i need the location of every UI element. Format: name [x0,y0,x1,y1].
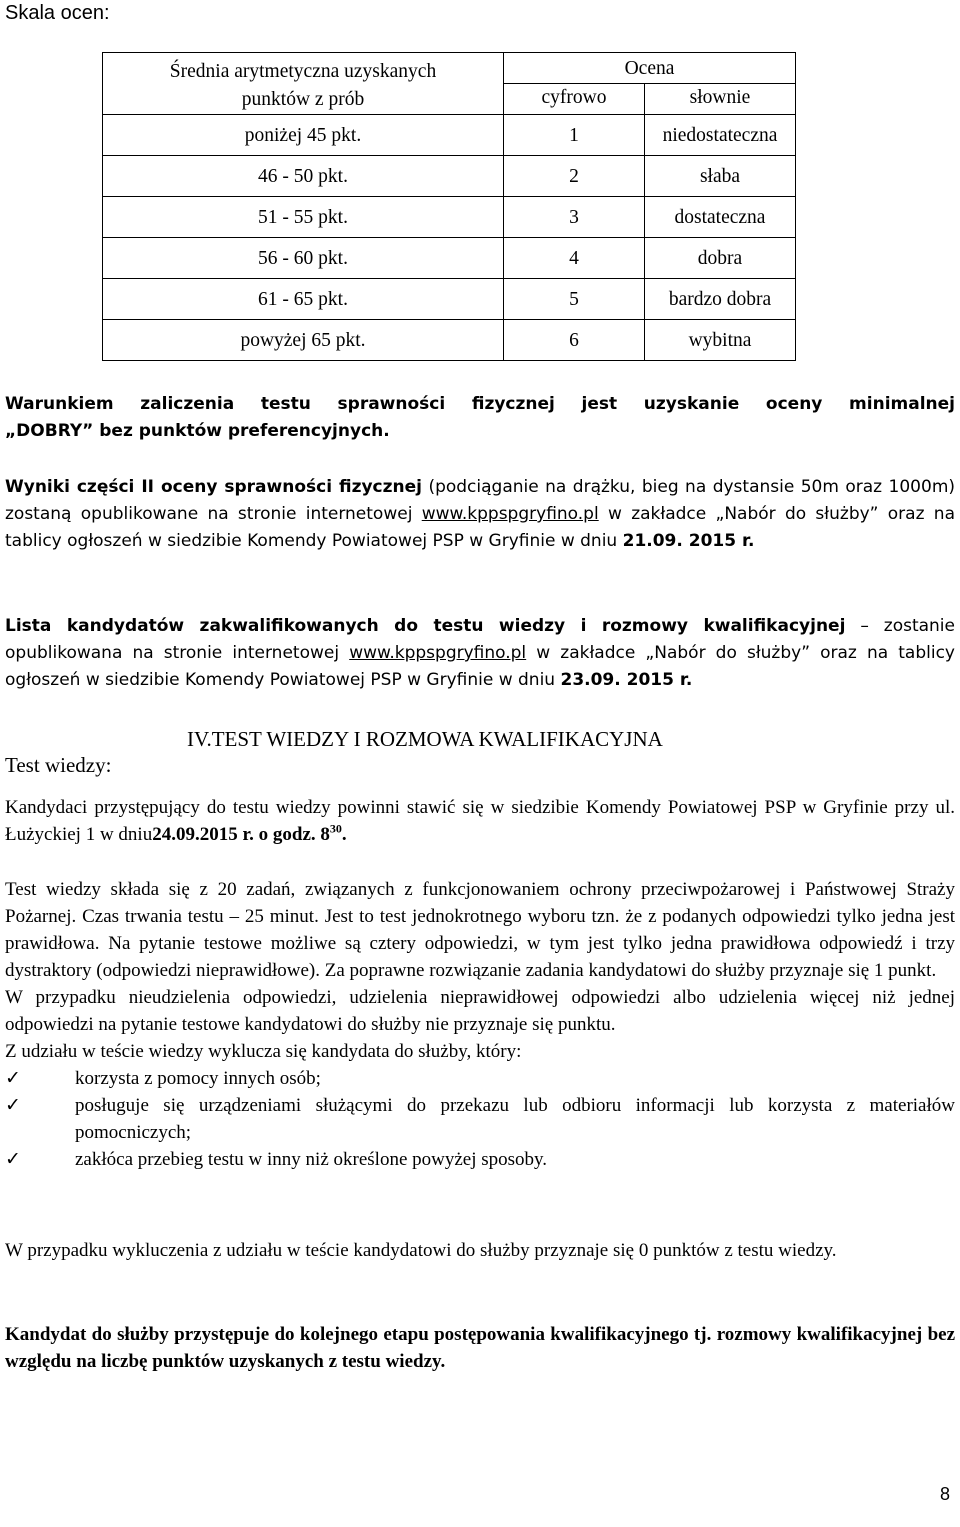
scale-caption: Skala ocen: [5,2,110,24]
final-note: Kandydat do służby przystępuje do kolejnego etapu postępowania kwalifikacyjnego tj. rozmowy kwalifikacyjnej bez względu na liczbę punktów uzyskanych z testu wiedzy. [5,1324,955,1372]
points-range: 51 - 55 pkt. [103,197,504,238]
table-row [103,197,796,238]
exclusion-intro: Z udziału w teście wiedzy wyklucza się kandydata do służby, który: [5,1041,522,1062]
header-digit: cyfrowo [504,84,645,115]
table-row [103,156,796,197]
test-date: 24.09.2015 r. o godz. $8^{30}$. [152,821,347,845]
grade-digit: 4 [504,238,645,279]
results-heading: Wyniki części II oceny sprawności fizycznej [5,477,422,497]
points-range: 46 - 50 pkt. [103,156,504,197]
checkmark-icon: ✓ [5,1094,21,1116]
points-range: 56 - 60 pkt. [103,238,504,279]
test-rules: Test wiedzy składa się z 20 zadań, związanych z funkcjonowaniem ochrony przeciwpożarowej i Państwowej Straży Pożarnej. Czas trwania testu – 25 minut. Jest to test jednokrotnego wyboru tzn. że z podanych odpowiedzi tylko jedna jest prawidłowa. Na pytanie testowe możliwe są cztery odpowiedzi, w tym jest tylko jedna prawidłowa odpowiedź i trzy dystraktory (odpowiedzi nieprawidłowe). Za poprawne rozwiązanie zadania kandydatowi do służby przyznaje się 1 punkt. [5,879,955,981]
list-item: ✓ posługuje się urządzeniami służącymi do przekazu lub odbioru informacji lub korzysta z materiałów pomocniczych; [5,1094,955,1143]
website-link[interactable]: www.kppspgryfino.pl [421,504,599,524]
results-date: 21.09. 2015 r. [622,531,755,551]
exclusion-note: W przypadku wykluczenia z udziału w teście kandydatowi do służby przyznaje się 0 punktów z testu wiedzy. [5,1240,837,1261]
grade-digit: 6 [504,320,645,361]
header-average-points: Średnia arytmetyczna uzyskanych punktów z prób [103,53,504,115]
points-range: powyżej 65 pkt. [103,320,504,361]
grade-digit: 1 [504,115,645,156]
grade-word: wybitna [645,320,796,361]
candidates-paragraph: Kandydaci przystępujący do testu wiedzy powinni stawić się w siedzibie Komendy Powiatowej PSP w Gryfinie przy ul. Łużyckiej 1 w dniu24.09.2015 r. o godz. $8^{30}$. [5,797,955,845]
results-paragraph: Wyniki części II oceny sprawności fizycznej (podciąganie na drążku, bieg na dystansie 50m oraz 1000m) zostaną opublikowane na stronie internetowej www.kppspgryfino.pl w zakładce „Nabór do służby” oraz na tablicy ogłoszeń w siedzibie Komendy Powiatowej PSP w Gryfinie w dniu 21.09. 2015 r. [5,477,956,551]
no-answer-rule: W przypadku nieudzielenia odpowiedzi, udzielenia nieprawidłowej odpowiedzi albo udzielenia więcej niż jednej odpowiedzi na pytanie testowe kandydatowi do służby nie przyznaje się punktu. [5,987,955,1035]
grade-word: niedostateczna [645,115,796,156]
section-heading: IV.TEST WIEDZY I ROZMOWA KWALIFIKACYJNA [187,727,663,751]
grade-word: słaba [645,156,796,197]
list-heading: Lista kandydatów zakwalifikowanych do testu wiedzy i rozmowy kwalifikacyjnej [5,616,846,636]
table-row [103,238,796,279]
pass-condition: Warunkiem zaliczenia testu sprawności fizycznej jest uzyskanie oceny minimalnej „DOBRY” bez punktów preferencyjnych. [5,394,955,441]
grade-digit: 3 [504,197,645,238]
table-row [103,320,796,361]
checkmark-icon: ✓ [5,1148,21,1170]
grade-scale-table [102,52,796,361]
grade-word: bardzo dobra [645,279,796,320]
checkmark-icon: ✓ [5,1067,21,1089]
page-number: 8 [939,1484,950,1504]
list-item: ✓ korzysta z pomocy innych osób; [5,1065,955,1092]
header-word: słownie [645,84,796,115]
section-label: Test wiedzy: [5,753,112,777]
header-grade: Ocena [504,53,796,84]
exclusion-list [5,1065,955,1173]
website-link[interactable]: www.kppspgryfino.pl [349,643,527,663]
test-description [5,876,955,1173]
list-item: ✓ zakłóca przebieg testu w inny niż określone powyżej sposoby. [5,1146,955,1173]
table-header-row [103,53,796,84]
points-range: 61 - 65 pkt. [103,279,504,320]
points-range: poniżej 45 pkt. [103,115,504,156]
grade-word: dobra [645,238,796,279]
grade-digit: 2 [504,156,645,197]
list-date: 23.09. 2015 r. [560,670,693,690]
table-row [103,279,796,320]
grade-word: dostateczna [645,197,796,238]
table-row [103,115,796,156]
grade-digit: 5 [504,279,645,320]
list-paragraph: Lista kandydatów zakwalifikowanych do testu wiedzy i rozmowy kwalifikacyjnej – zostanie opublikowana na stronie internetowej www.kppspgryfino.pl w zakładce „Nabór do służby” oraz na tablicy ogłoszeń w siedzibie Komendy Powiatowej PSP w Gryfinie w dniu 23.09. 2015 r. [5,616,955,690]
